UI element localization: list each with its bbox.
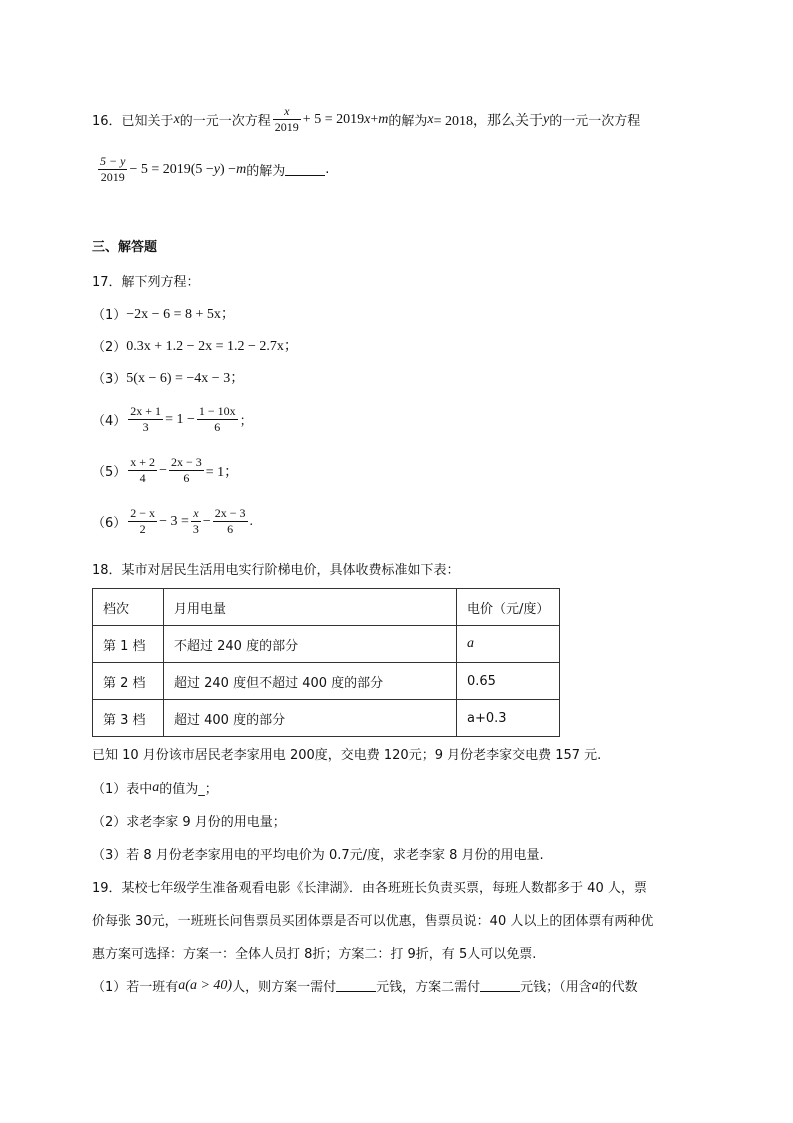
fraction-denominator: 3 <box>142 420 149 434</box>
q16-text: 的一元一次方程 <box>549 114 641 129</box>
equation-text: . <box>249 513 254 529</box>
q16-fraction-2 <box>98 154 127 185</box>
table-header-row <box>93 589 560 626</box>
q18-text: 的值为_； <box>159 782 218 797</box>
table-cell: 第 1 档 <box>93 626 164 663</box>
equation-fraction <box>128 455 157 486</box>
q19-text: 元钱，方案二需付 <box>376 980 481 995</box>
equation-label: （4） <box>92 414 127 429</box>
fraction-denominator: 2019 <box>274 120 299 134</box>
fraction-numerator: 5 − y <box>100 154 126 168</box>
q16-text: 已知关于 <box>121 114 174 129</box>
equation-label: （6） <box>92 516 127 531</box>
q16-var-y: y <box>213 161 221 177</box>
equation-text: 5(x − 6) = −4x − 3； <box>126 371 245 386</box>
q19-line-3: 惠方案可选择：方案一：全体人员打 8折；方案二：打 9折，有 5人可以免票. <box>92 947 537 962</box>
table-row <box>93 663 560 700</box>
q18-var-a: a <box>152 779 160 795</box>
q16-equation: − 5 = 2019(5 − <box>129 161 214 177</box>
q17-equation-1 <box>92 303 235 323</box>
fraction-numerator: x <box>273 104 301 120</box>
q16-text: . <box>325 162 330 177</box>
q16-fraction-1 <box>273 104 301 135</box>
fraction-numerator: x <box>191 506 201 522</box>
fraction-numerator: 2x − 3 <box>214 506 246 520</box>
q19-text: （1）若一班有 <box>92 980 179 995</box>
q16-var-x: x <box>364 111 371 127</box>
fraction-numerator: 2x − 3 <box>170 455 202 469</box>
table-cell: 不超过 240 度的部分 <box>164 626 457 663</box>
fraction-denominator: 4 <box>139 471 146 485</box>
q19-condition: (a > 40) <box>185 977 233 993</box>
q19-part-1 <box>92 976 638 995</box>
q16-var-x: x <box>427 111 434 127</box>
fraction-denominator: 2019 <box>100 170 125 184</box>
equation-label: （2） <box>92 339 127 355</box>
answer-blank[interactable] <box>336 979 376 992</box>
q16-text: 的解为 <box>388 114 428 129</box>
table-cell: 第 3 档 <box>93 700 164 737</box>
q16-var-m: m <box>378 111 389 127</box>
equation-text: −2x − 6 = 8 + 5x； <box>126 307 235 322</box>
fraction-denominator: 6 <box>214 420 221 434</box>
fraction-denominator: 6 <box>183 471 190 485</box>
q17-equation-2 <box>92 335 298 355</box>
q17-equation-4 <box>92 404 253 435</box>
q16-line2 <box>96 154 329 185</box>
table-header-cell: 电价（元/度） <box>457 589 560 626</box>
fraction-denominator: 2 <box>139 522 146 536</box>
fraction-numerator: 2 − x <box>130 506 156 520</box>
q18-part-3: （3）若 8 月份老李家用电的平均电价为 0.7元/度，求老李家 8 月份的用电量. <box>92 848 544 863</box>
q19-line-2: 价每张 30元，一班班长问售票员买团体票是否可以优惠，售票员说：40 人以上的团体票有两种优 <box>92 914 654 929</box>
table-cell: 0.65 <box>457 663 560 700</box>
equation-fraction <box>213 506 248 537</box>
table-cell: 超过 240 度但不超过 400 度的部分 <box>164 663 457 700</box>
q16-equation: + <box>370 111 379 127</box>
electricity-price-table <box>92 588 560 737</box>
table-cell: 第 2 档 <box>93 663 164 700</box>
equation-text: 0.3x + 1.2 − 2x = 1.2 − 2.7x； <box>126 339 298 354</box>
fraction-numerator: x + 2 <box>130 455 156 469</box>
q19-text: 元钱；（用含 <box>520 980 592 995</box>
q18-part-2: （2）求老李家 9 月份的用电量； <box>92 815 286 830</box>
q16-equation: ) − <box>220 161 237 177</box>
table-cell: a+0.3 <box>457 700 560 737</box>
equation-text: − <box>202 513 211 529</box>
fraction-denominator: 3 <box>192 522 199 536</box>
q18-info: 已知 10 月份该市居民老李家用电 200度，交电费 120元；9 月份老李家交电费 157 元. <box>92 748 602 763</box>
equation-text: − <box>159 462 167 478</box>
table-cell: 超过 400 度的部分 <box>164 700 457 737</box>
table-cell: a <box>457 626 560 663</box>
q17-equation-5 <box>92 455 238 486</box>
q19-var-a: a <box>591 977 599 993</box>
equation-label: （5） <box>92 465 127 480</box>
equation-text: = 1 − <box>165 411 195 427</box>
equation-label: （1） <box>92 307 127 323</box>
equation-fraction <box>169 455 204 486</box>
equation-fraction <box>128 506 157 537</box>
q16-line1 <box>92 104 640 135</box>
section-heading: 三、解答题 <box>92 240 158 255</box>
table-header-cell: 月用电量 <box>164 589 457 626</box>
q16-var-m: m <box>236 161 247 177</box>
q19-text: 的代数 <box>598 980 638 995</box>
q17-equation-6 <box>92 506 253 537</box>
q19-line-1: 19．某校七年级学生准备观看电影《长津湖》．由各班班长负责买票，每班人数都多于 40 人，票 <box>92 881 647 896</box>
equation-fraction <box>128 404 163 435</box>
q18-part-1 <box>92 778 218 797</box>
q18-title: 18．某市对居民生活用电实行阶梯电价，具体收费标准如下表： <box>92 563 460 578</box>
q19-var-a: a <box>178 977 186 993</box>
q17-title: 17．解下列方程： <box>92 275 200 290</box>
q18-text: （1）表中 <box>92 782 153 797</box>
q16-number: 16． <box>92 114 122 129</box>
table-row <box>93 700 560 737</box>
equation-fraction <box>197 404 238 435</box>
equation-text: ； <box>239 414 253 429</box>
equation-label: （3） <box>92 371 127 387</box>
q16-equation: + 5 = 2019 <box>302 111 365 127</box>
q16-text: 的解为 <box>246 164 286 179</box>
answer-blank[interactable] <box>285 163 325 176</box>
answer-blank[interactable] <box>480 979 520 992</box>
fraction-numerator: 1 − 10x <box>198 404 236 418</box>
q16-var-x: x <box>173 111 180 127</box>
fraction-denominator: 6 <box>227 522 234 536</box>
q16-var-y: y <box>542 111 550 127</box>
equation-text: = 1； <box>205 464 239 480</box>
q16-text: = 2018，那么关于 <box>433 113 543 129</box>
fraction-numerator: 2x + 1 <box>130 404 162 418</box>
table-header-cell: 档次 <box>93 589 164 626</box>
q16-text: 的一元一次方程 <box>179 114 271 129</box>
q19-text: 人，则方案一需付 <box>232 980 337 995</box>
equation-fraction <box>191 506 201 537</box>
q17-equation-3 <box>92 367 244 387</box>
equation-text: − 3 = <box>159 513 189 529</box>
table-row <box>93 626 560 663</box>
